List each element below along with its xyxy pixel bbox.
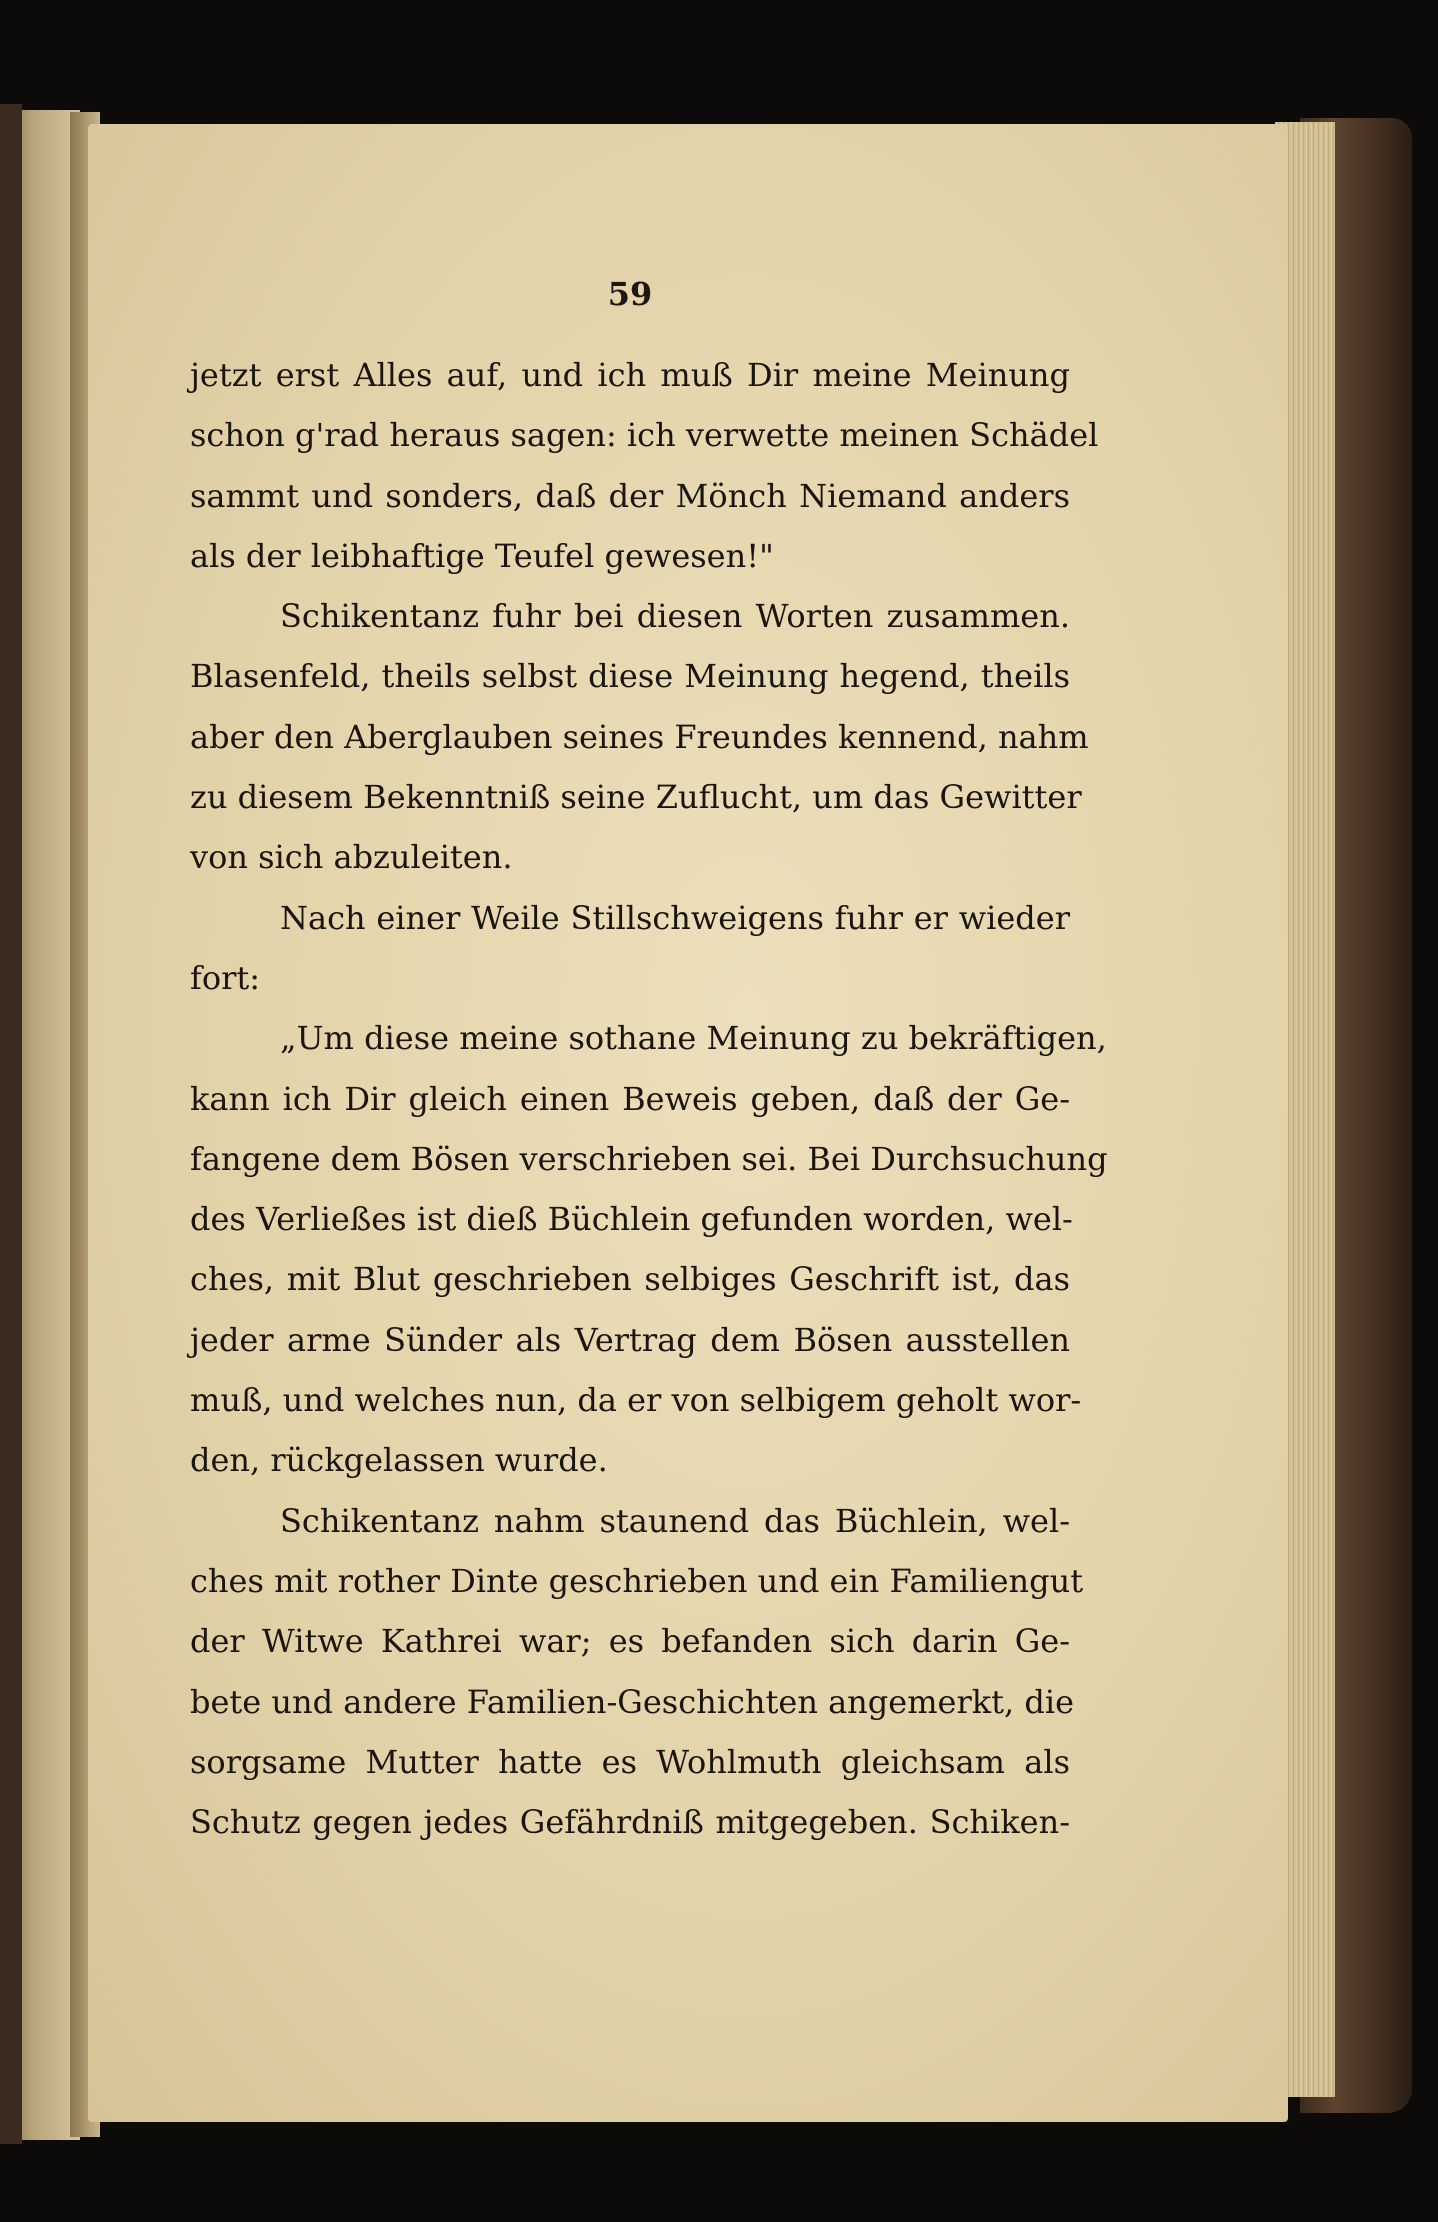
text-line: als der leibhaftige Teufel gewesen!" xyxy=(190,536,774,575)
text-line: der Witwe Kathrei war; es befanden sich darin Ge- xyxy=(190,1622,1070,1661)
text-line: kann ich Dir gleich einen Beweis geben, daß der Ge- xyxy=(190,1079,1070,1118)
text-line: sorgsame Mutter hatte es Wohlmuth gleichsam als xyxy=(190,1742,1070,1781)
page-number: 59 xyxy=(607,275,653,313)
text-line: sammt und sonders, daß der Mönch Niemand anders xyxy=(190,476,1070,515)
text-line: ches, mit Blut geschrieben selbiges Geschrift ist, das xyxy=(190,1260,1070,1299)
text-line: fangene dem Bösen verschrieben sei. Bei Durchsuchung xyxy=(190,1139,1108,1178)
text-line: des Verließes ist dieß Büchlein gefunden worden, wel- xyxy=(190,1200,1073,1239)
text-line: „Um diese meine sothane Meinung zu bekräftigen, xyxy=(280,1019,1107,1058)
book-cover-left xyxy=(0,104,22,2144)
text-line: von sich abzuleiten. xyxy=(190,838,513,877)
text-line: aber den Aberglauben seines Freundes kennend, nahm xyxy=(190,717,1089,756)
text-line: Schikentanz nahm staunend das Büchlein, wel- xyxy=(280,1501,1070,1540)
text-block xyxy=(190,345,1108,1852)
text-line: jeder arme Sünder als Vertrag dem Bösen ausstellen xyxy=(190,1320,1070,1359)
text-line: muß, und welches nun, da er von selbigem geholt wor- xyxy=(190,1381,1082,1420)
text-line: zu diesem Bekenntniß seine Zuflucht, um das Gewitter xyxy=(190,778,1082,817)
text-line: bete und andere Familien-Geschichten angemerkt, die xyxy=(190,1682,1075,1721)
text-line: Nach einer Weile Stillschweigens fuhr er wieder xyxy=(280,898,1070,937)
text-line: ches mit rother Dinte geschrieben und ein Familiengut xyxy=(190,1561,1084,1600)
text-line: jetzt erst Alles auf, und ich muß Dir meine Meinung xyxy=(190,356,1070,394)
text-line: Blasenfeld, theils selbst diese Meinung hegend, theils xyxy=(190,657,1070,696)
text-line: schon g'rad heraus sagen: ich verwette meinen Schädel xyxy=(190,416,1099,455)
text-line: fort: xyxy=(190,958,261,997)
text-line: den, rückgelassen wurde. xyxy=(190,1441,608,1480)
text-line: Schikentanz fuhr bei diesen Worten zusammen. xyxy=(280,597,1070,636)
text-line: Schutz gegen jedes Gefährdniß mitgegeben. Schiken- xyxy=(190,1803,1070,1842)
